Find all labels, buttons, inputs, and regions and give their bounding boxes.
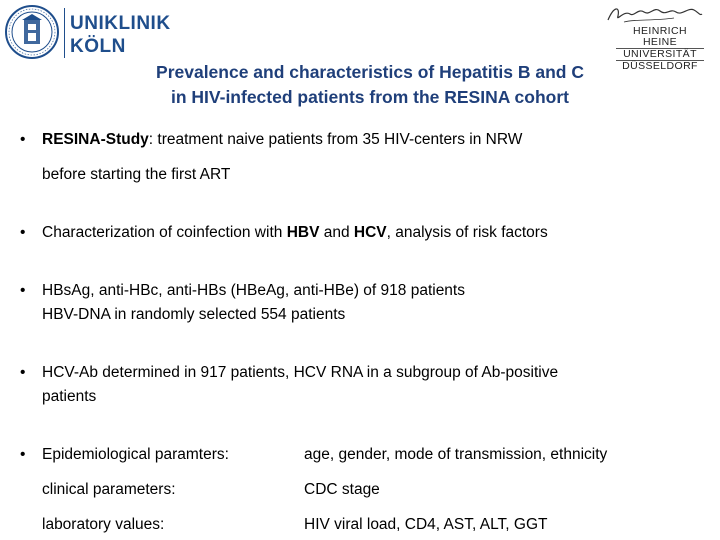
parameter-value: CDC stage	[304, 481, 380, 498]
characterization-text-mid: and	[319, 224, 354, 241]
bullet-icon: •	[20, 446, 26, 463]
bullet-parameters	[20, 443, 710, 537]
parameter-key: clinical parameters:	[42, 481, 176, 498]
wordmark-line-1: UNIKLINIK	[70, 13, 171, 34]
parameter-row	[42, 443, 710, 467]
resina-study-line-2: before starting the first ART	[42, 166, 231, 183]
uniklinik-koeln-logo	[4, 4, 174, 60]
uniklinik-wordmark	[70, 12, 171, 58]
hbsag-line-1: HBsAg, anti-HBc, anti-HBs (HBeAg, anti-HBe) of 918 patients	[42, 282, 465, 299]
bullet-icon: •	[20, 364, 26, 381]
university-seal-icon	[4, 4, 60, 60]
hbv-label: HBV	[286, 224, 320, 241]
bullet-resina-study	[20, 128, 710, 187]
hhu-line-1: HEINRICH HEINE	[633, 25, 687, 48]
parameter-key: laboratory values:	[42, 516, 165, 533]
hbsag-line-2: HBV-DNA in randomly selected 554 patients	[42, 306, 346, 323]
signature-icon	[604, 2, 704, 26]
hcv-label: HCV	[353, 224, 387, 241]
hhu-line-2: UNIVERSITÄT	[616, 48, 704, 60]
parameter-value: HIV viral load, CD4, AST, ALT, GGT	[304, 516, 548, 533]
title-line-1: Prevalence and characteristics of Hepatitis B and C	[156, 62, 584, 82]
bullet-icon: •	[20, 131, 26, 148]
hcv-ab-line-1: HCV-Ab determined in 917 patients, HCV RNA in a subgroup of Ab-positive	[42, 364, 559, 381]
parameter-row	[42, 478, 710, 502]
hcv-ab-line-2: patients	[42, 388, 97, 405]
bullet-hbsag	[20, 279, 710, 327]
parameter-row	[42, 513, 710, 537]
bullet-list	[20, 128, 710, 537]
hhu-duesseldorf-logo	[604, 2, 704, 72]
bullet-icon: •	[20, 282, 26, 299]
resina-study-text: : treatment naive patients from 35 HIV-centers in NRW	[148, 131, 523, 148]
resina-study-label: RESINA-Study	[42, 131, 149, 148]
bullet-hcv-ab	[20, 361, 710, 409]
bullet-icon: •	[20, 224, 26, 241]
parameter-value: age, gender, mode of transmission, ethnicity	[304, 446, 608, 463]
logo-divider	[64, 8, 65, 58]
hhu-line-3: DÜSSELDORF	[616, 60, 704, 72]
bullet-characterization	[20, 221, 710, 245]
wordmark-line-2: KÖLN	[70, 36, 126, 57]
title-line-2: in HIV-infected patients from the RESINA cohort	[171, 87, 569, 107]
characterization-text-post: , analysis of risk factors	[386, 224, 548, 241]
slide-title	[90, 60, 650, 110]
characterization-text-pre: Characterization of coinfection with	[42, 224, 287, 241]
parameter-key: Epidemiological paramters:	[42, 446, 229, 463]
